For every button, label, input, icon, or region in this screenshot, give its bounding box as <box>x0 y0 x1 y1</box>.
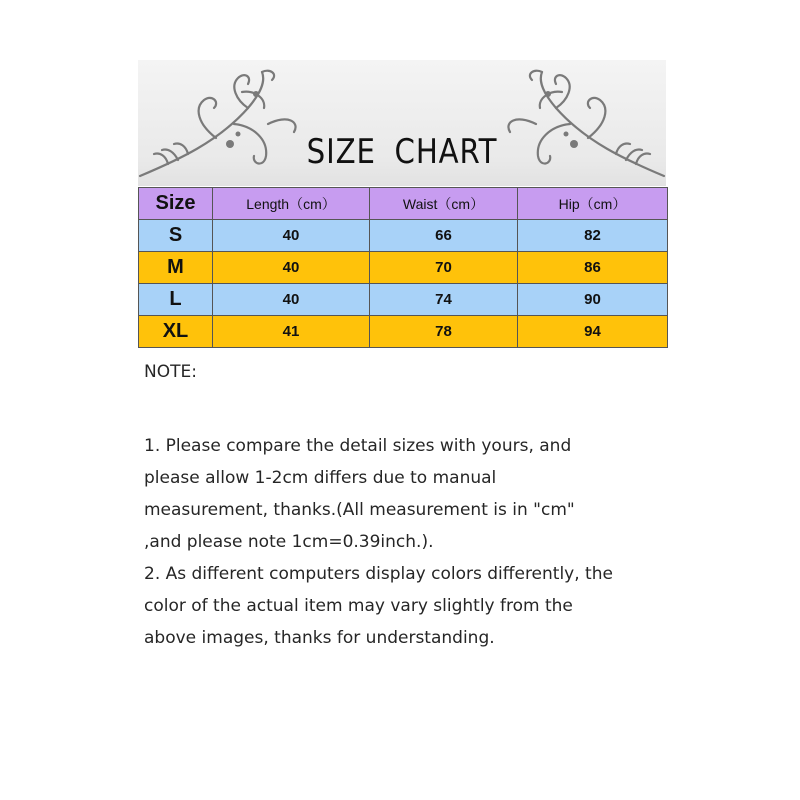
column-header-hip: Hip（cm） <box>518 188 668 220</box>
hip-cell: 94 <box>518 316 668 348</box>
size-cell: M <box>139 252 213 284</box>
length-cell: 40 <box>213 220 370 252</box>
table-row <box>139 220 668 252</box>
waist-cell: 70 <box>370 252 518 284</box>
size-cell: XL <box>139 316 213 348</box>
size-table <box>138 187 668 348</box>
note-line: measurement, thanks.(All measurement is in "cm" <box>144 500 575 520</box>
column-header-length: Length（cm） <box>213 188 370 220</box>
length-cell: 41 <box>213 316 370 348</box>
hip-cell: 90 <box>518 284 668 316</box>
size-chart-header <box>138 60 666 186</box>
size-cell: L <box>139 284 213 316</box>
table-header-row <box>139 188 668 220</box>
waist-cell: 78 <box>370 316 518 348</box>
page-title: SIZE CHART <box>306 132 498 172</box>
hip-cell: 82 <box>518 220 668 252</box>
table-row <box>139 316 668 348</box>
note-line: color of the actual item may vary slightly from the <box>144 596 573 616</box>
column-header-size: Size <box>139 188 213 220</box>
hip-cell: 86 <box>518 252 668 284</box>
notes-section <box>144 362 744 654</box>
length-cell: 40 <box>213 252 370 284</box>
waist-cell: 66 <box>370 220 518 252</box>
note-line: 2. As different computers display colors differently, the <box>144 564 613 584</box>
column-header-waist: Waist（cm） <box>370 188 518 220</box>
note-line: above images, thanks for understanding. <box>144 628 495 648</box>
note-line: please allow 1-2cm differs due to manual <box>144 468 497 488</box>
table-row <box>139 284 668 316</box>
notes-heading: NOTE: <box>144 362 197 382</box>
size-cell: S <box>139 220 213 252</box>
note-line: 1. Please compare the detail sizes with yours, and <box>144 436 572 456</box>
waist-cell: 74 <box>370 284 518 316</box>
length-cell: 40 <box>213 284 370 316</box>
table-row <box>139 252 668 284</box>
note-line: ,and please note 1cm=0.39inch.). <box>144 532 434 552</box>
